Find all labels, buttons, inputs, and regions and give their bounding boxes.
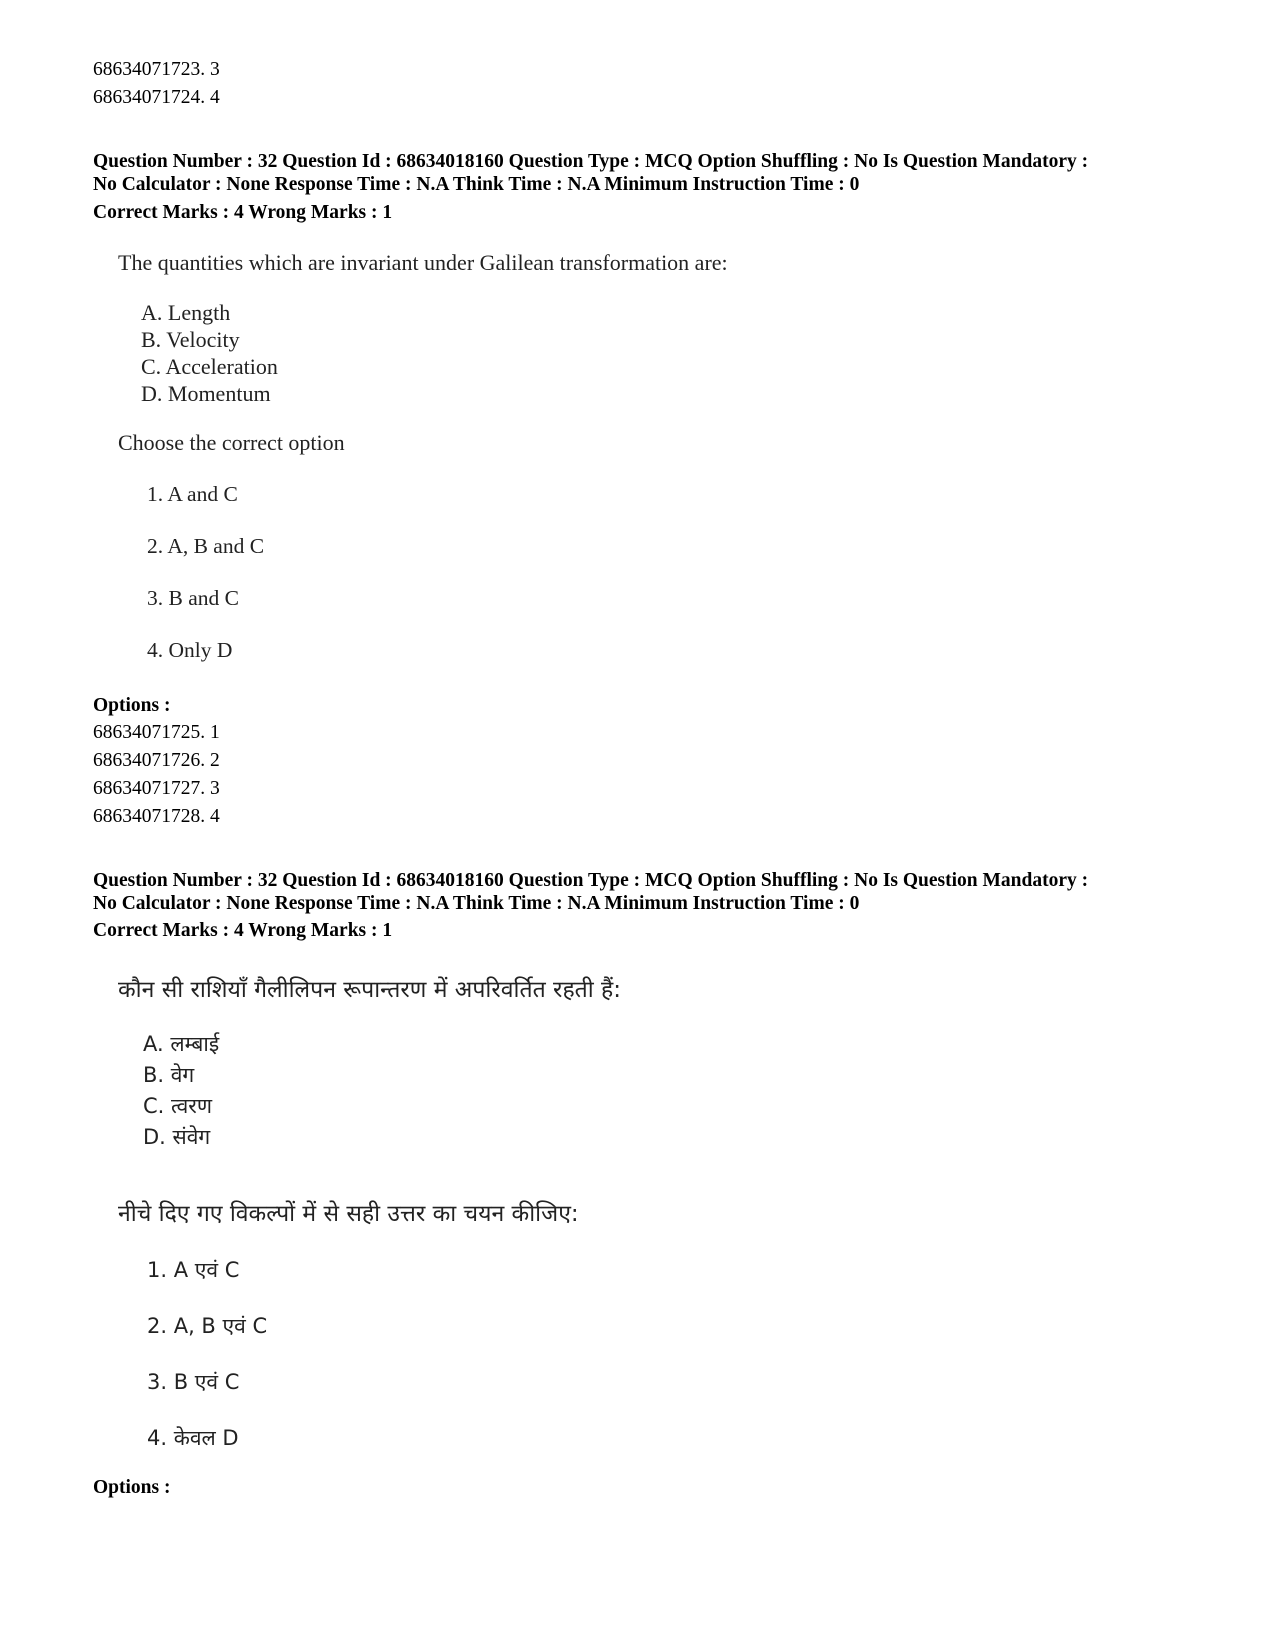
answer-choice: 2. A, B एवं C	[147, 1314, 268, 1338]
statement-item: B. Velocity	[141, 327, 240, 352]
statement-item: D. Momentum	[141, 381, 271, 406]
option-line: 68634071726. 2	[93, 750, 220, 771]
question-stem: The quantities which are invariant under Galilean transformation are:	[118, 250, 728, 275]
option-line: 68634071728. 4	[93, 806, 220, 827]
answer-choice: 1. A एवं C	[147, 1258, 240, 1282]
question-stem: कौन सी राशियाँ गैलीलिपन रूपान्तरण में अपरिवर्तित रहती हैं:	[118, 977, 622, 1003]
statement-item: D. संवेग	[143, 1125, 211, 1149]
question-meta-line-1: Question Number : 32 Question Id : 68634018160 Question Type : MCQ Option Shuffling : No Is Question Mandatory :	[93, 870, 1089, 891]
statement-item: A. लम्बाई	[143, 1032, 220, 1056]
question-prompt: Choose the correct option	[118, 430, 345, 455]
statement-item: A. Length	[141, 300, 231, 325]
answer-choice: 4. Only D	[147, 638, 233, 662]
statement-item: B. वेग	[143, 1063, 195, 1087]
statement-item: C. Acceleration	[141, 354, 278, 379]
option-line: 68634071724. 4	[93, 87, 220, 108]
question-meta-line-1: Question Number : 32 Question Id : 68634018160 Question Type : MCQ Option Shuffling : No Is Question Mandatory :	[93, 151, 1089, 172]
question-meta-line-2: No Calculator : None Response Time : N.A Think Time : N.A Minimum Instruction Time : 0	[93, 893, 860, 914]
answer-choice: 1. A and C	[147, 482, 238, 506]
answer-choice: 4. केवल D	[147, 1426, 239, 1450]
answer-choice: 2. A, B and C	[147, 534, 265, 558]
question-marks: Correct Marks : 4 Wrong Marks : 1	[93, 202, 393, 223]
question-marks: Correct Marks : 4 Wrong Marks : 1	[93, 920, 393, 941]
options-label: Options :	[93, 695, 171, 716]
statement-item: C. त्वरण	[143, 1094, 213, 1118]
answer-choice: 3. B एवं C	[147, 1370, 240, 1394]
question-prompt: नीचे दिए गए विकल्पों में से सही उत्तर का चयन कीजिए:	[118, 1201, 579, 1227]
option-line: 68634071727. 3	[93, 778, 220, 799]
option-line: 68634071723. 3	[93, 59, 220, 80]
question-meta-line-2: No Calculator : None Response Time : N.A Think Time : N.A Minimum Instruction Time : 0	[93, 174, 860, 195]
option-line: 68634071725. 1	[93, 722, 220, 743]
answer-choice: 3. B and C	[147, 586, 239, 610]
options-label: Options :	[93, 1477, 171, 1498]
